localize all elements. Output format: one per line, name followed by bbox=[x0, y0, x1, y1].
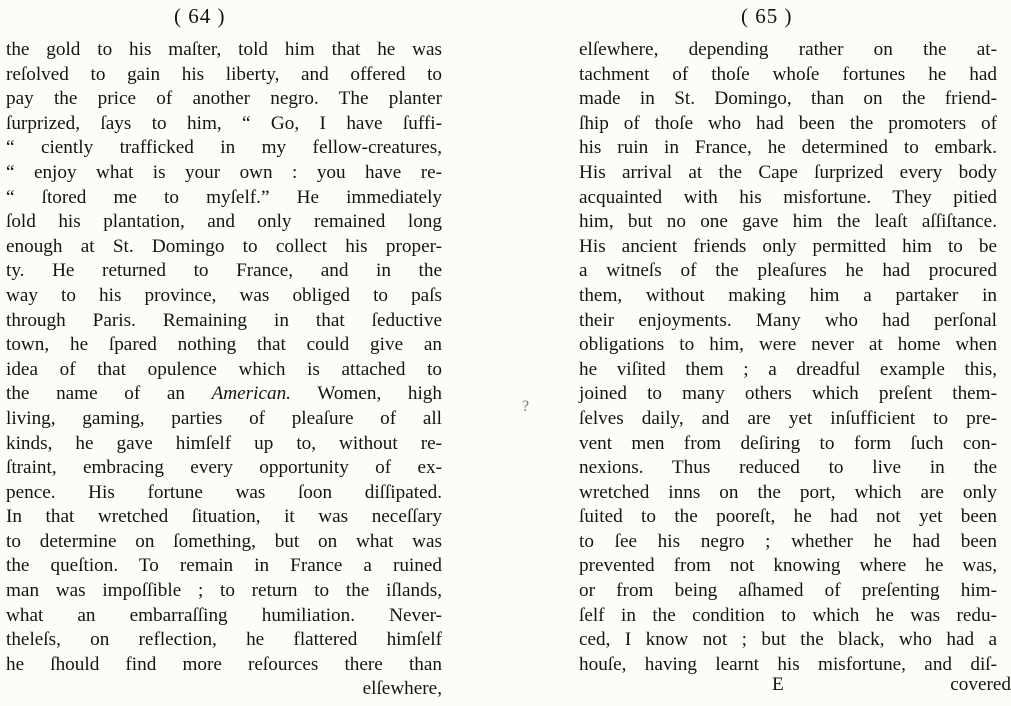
text-line: living, gaming, parties of pleaſure of all bbox=[6, 407, 442, 429]
text-line: nexions. Thus reduced to live in the bbox=[579, 457, 997, 479]
page-number-right: ( 65 ) bbox=[741, 4, 793, 28]
text-line: “ enjoy what is your own : you have re- bbox=[6, 161, 442, 183]
text-line: them, without making him a partaker in bbox=[579, 284, 997, 306]
text-line: idea of that opulence which is attached to bbox=[6, 358, 442, 380]
catchword: elſewhere, bbox=[362, 678, 442, 700]
italic-word: American. bbox=[211, 383, 291, 405]
text-line-italic bbox=[6, 382, 442, 407]
text-line: way to his province, was obliged to paſs bbox=[6, 284, 442, 306]
signature-mark: E bbox=[772, 674, 784, 695]
text-line: obligations to him, were never at home when bbox=[579, 334, 997, 356]
text-line: “ ſtored me to myſelf.” He immediately bbox=[6, 186, 442, 208]
text-line: pay the price of another negro. The planter bbox=[6, 88, 442, 110]
text-line: His arrival at the Cape ſurprized every body bbox=[579, 161, 997, 183]
text-line: theleſs, on reflection, he flattered himſelf bbox=[6, 629, 442, 651]
text-line: his ruin in France, he determined to embark. bbox=[579, 137, 997, 159]
text-line: kinds, he gave himſelf up to, without re- bbox=[6, 432, 442, 454]
catchword: covered bbox=[950, 674, 1011, 695]
text-line: the queſtion. To remain in France a ruined bbox=[6, 555, 442, 577]
text-line: town, he ſpared nothing that could give an bbox=[6, 334, 442, 356]
text-line: to determine on ſomething, but on what was bbox=[6, 530, 442, 552]
text-line: ced, I know not ; but the black, who had a bbox=[579, 629, 997, 651]
right-page-text bbox=[579, 38, 997, 677]
text-line: In that wretched ſituation, it was neceſſary bbox=[6, 506, 442, 528]
text-line: pence. His fortune was ſoon diſſipated. bbox=[6, 481, 442, 503]
text-line: he viſited them ; a dreadful example this, bbox=[579, 358, 997, 380]
text-line: what an embarraſſing humiliation. Never- bbox=[6, 604, 442, 626]
text-line: ſhip of thoſe who had been the promoters of bbox=[579, 112, 997, 134]
text-line: or from being aſhamed of preſenting him- bbox=[579, 580, 997, 602]
text-line: ſurprized, ſays to him, “ Go, I have ſuffi- bbox=[6, 112, 442, 134]
line-start: the name of an bbox=[6, 383, 185, 405]
text-line: reſolved to gain his liberty, and offered to bbox=[6, 63, 442, 85]
text-line: made in St. Domingo, than on the friend- bbox=[579, 88, 997, 110]
text-line: him, but no one gave him the leaſt aſſiſtance. bbox=[579, 211, 997, 233]
line-end: Women, high bbox=[290, 383, 442, 405]
text-line: ſold his plantation, and only remained long bbox=[6, 211, 442, 233]
text-line: enough at St. Domingo to collect his proper- bbox=[6, 235, 442, 257]
text-line: man was impoſſible ; to return to the iſlands, bbox=[6, 580, 442, 602]
text-line: their enjoyments. Many who had perſonal bbox=[579, 309, 997, 331]
text-line: elſewhere, depending rather on the at- bbox=[579, 39, 997, 60]
stray-mark: ? bbox=[522, 398, 530, 415]
text-line: joined to many others which preſent them- bbox=[579, 383, 997, 405]
right-page bbox=[565, 0, 1011, 706]
text-line: wretched inns on the port, which are only bbox=[579, 481, 997, 503]
text-line: acquainted with his misfortune. They pitied bbox=[579, 186, 997, 208]
text-line: ſelves daily, and are yet inſufficient to pre- bbox=[579, 407, 997, 429]
text-line: His ancient friends only permitted him to be bbox=[579, 235, 997, 257]
text-line: the gold to his maſter, told him that he was bbox=[6, 39, 442, 60]
text-line: prevented from not knowing where he was, bbox=[579, 555, 997, 577]
text-line: he ſhould find more reſources there than bbox=[6, 653, 442, 675]
text-line: houſe, having learnt his misfortune, and diſ- bbox=[579, 653, 997, 675]
text-line: ſelf in the condition to which he was redu- bbox=[579, 604, 997, 626]
text-line: “ ciently trafficked in my fellow-creatures, bbox=[6, 137, 442, 159]
left-page-text bbox=[6, 38, 442, 702]
text-line: ſtraint, embracing every opportunity of ex- bbox=[6, 457, 442, 479]
text-line: through Paris. Remaining in that ſeductive bbox=[6, 309, 442, 331]
text-line: vent men from deſiring to form ſuch con- bbox=[579, 432, 997, 454]
page-number-left: ( 64 ) bbox=[174, 4, 226, 28]
text-line: ſuited to the pooreſt, he had not yet been bbox=[579, 506, 997, 528]
text-line: ty. He returned to France, and in the bbox=[6, 260, 442, 282]
text-line: tachment of thoſe whoſe fortunes he had bbox=[579, 63, 997, 85]
left-page bbox=[0, 0, 470, 706]
text-line: a witneſs of the pleaſures he had procured bbox=[579, 260, 997, 282]
page-footer bbox=[579, 672, 1011, 698]
text-line: to ſee his negro ; whether he had been bbox=[579, 530, 997, 552]
